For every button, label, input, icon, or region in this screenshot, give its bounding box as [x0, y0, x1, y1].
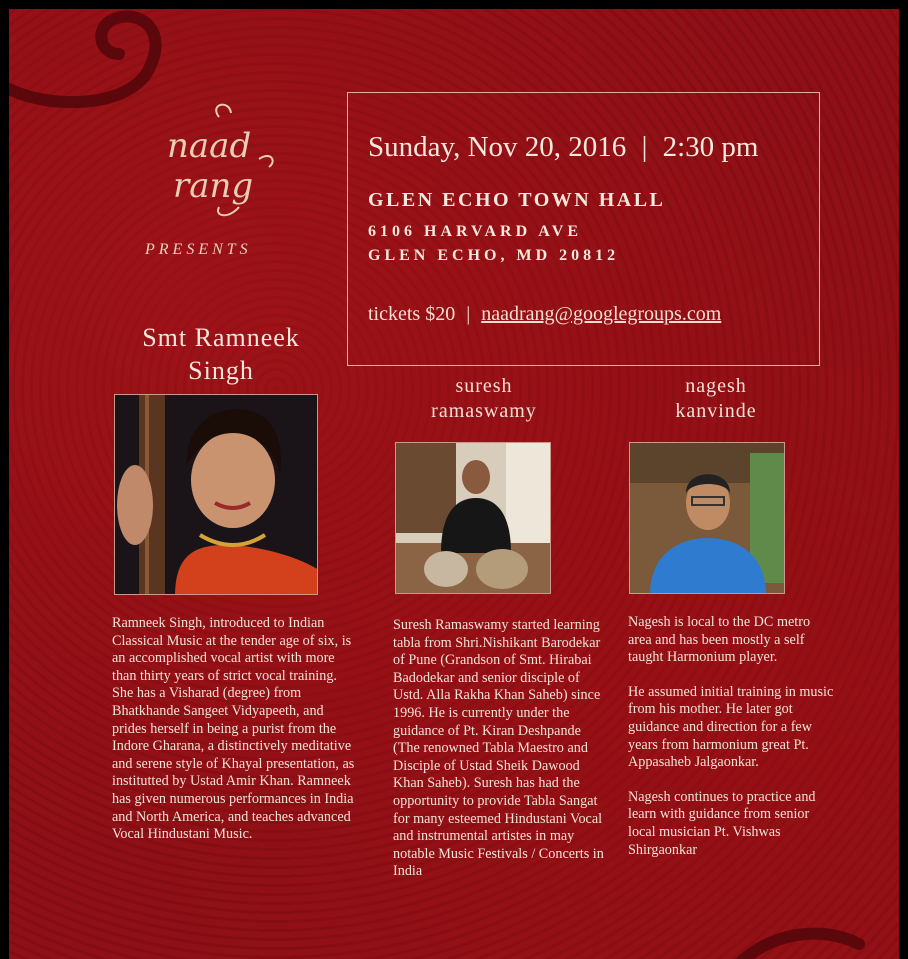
swirl-ornament-top-left	[9, 9, 179, 119]
headline-artist-name	[109, 321, 333, 387]
event-time: 2:30 pm	[662, 131, 759, 163]
artist-name-line2: kanvinde	[675, 400, 757, 422]
event-date-time	[368, 131, 759, 164]
accompanist-name-suresh	[389, 374, 579, 424]
nagesh-kanvinde-photo	[629, 442, 785, 594]
naadrang-logo	[159, 99, 289, 229]
artist-name-line2: ramaswamy	[431, 400, 537, 422]
accompanist-name-nagesh	[621, 374, 811, 424]
address-line-1: 6106 HARVARD AVE	[368, 223, 582, 240]
bio-paragraph: He assumed initial training in music from his mother. He later got guidance and direction for a few years from harmonium great Pt. Appasaheb Jalgaonkar.	[628, 683, 834, 771]
artist-name-line1: nagesh	[685, 375, 747, 397]
event-details-box	[347, 92, 820, 366]
nagesh-kanvinde-bio	[628, 614, 834, 876]
swirl-ornament-bottom-right	[729, 914, 899, 959]
artist-name-line1: suresh	[455, 375, 513, 397]
bio-paragraph: Suresh Ramaswamy started learning tabla from Shri.Nishikant Barodekar of Pune (Grandson of Smt. Hirabai Badodekar and senior disciple of Ustd. Alla Rakha Khan Saheb) since 1996. He is currently under the guidance of Pt. Kiran Deshpande (The renowned Tabla Maestro and Disciple of Ustad Sheik Dawood Khan Saheb). Suresh has had the opportunity to provide Tabla Sangat for many esteemed Hindustani Vocal and instrumental artistes in may notable Music Festivals / Concerts in India	[393, 617, 604, 880]
event-venue: GLEN ECHO TOWN HALL	[368, 189, 666, 211]
date-separator: |	[641, 131, 648, 163]
artist-name-line2: Singh	[188, 356, 254, 385]
concert-poster	[9, 9, 899, 959]
bio-paragraph: Nagesh is local to the DC metro area and has been mostly a self taught Harmonium player.	[628, 614, 811, 666]
contact-email-link[interactable]: naadrang@googlegroups.com	[481, 303, 722, 325]
ramneek-singh-photo	[114, 394, 318, 595]
logo-text-naad: naad	[167, 126, 252, 166]
artist-name-line1: Smt Ramneek	[142, 323, 300, 352]
event-date: Sunday, Nov 20, 2016	[368, 131, 627, 163]
tickets-line	[368, 303, 721, 326]
bio-paragraph: Nagesh continues to practice and learn with guidance from senior local musician Pt. Vishwas Shirgaonkar	[628, 788, 816, 858]
ramneek-singh-bio	[112, 615, 356, 861]
presents-label: PRESENTS	[145, 241, 252, 258]
bio-paragraph: Ramneek Singh, introduced to Indian Classical Music at the tender age of six, is an accomplished vocal artist with more than thirty years of strict vocal training. She has a Visharad (degree) from Bhatkhande Sangeet Vidyapeeth, and prides herself in being a purist from the Indore Gharana, a distinctively meditative and serene style of Khayal presentation, as institutted by Ustad Amir Khan. Ramneek has given numerous performances in India and North America, and teaches advanced Vocal Hindustani Music.	[112, 615, 355, 843]
address-line-2: GLEN ECHO, MD 20812	[368, 247, 620, 264]
logo-text-rang: rang	[173, 166, 254, 206]
tickets-separator: |	[466, 303, 471, 325]
suresh-ramaswamy-photo	[395, 442, 551, 594]
suresh-ramaswamy-bio	[393, 617, 605, 898]
ticket-price: tickets $20	[368, 303, 456, 325]
